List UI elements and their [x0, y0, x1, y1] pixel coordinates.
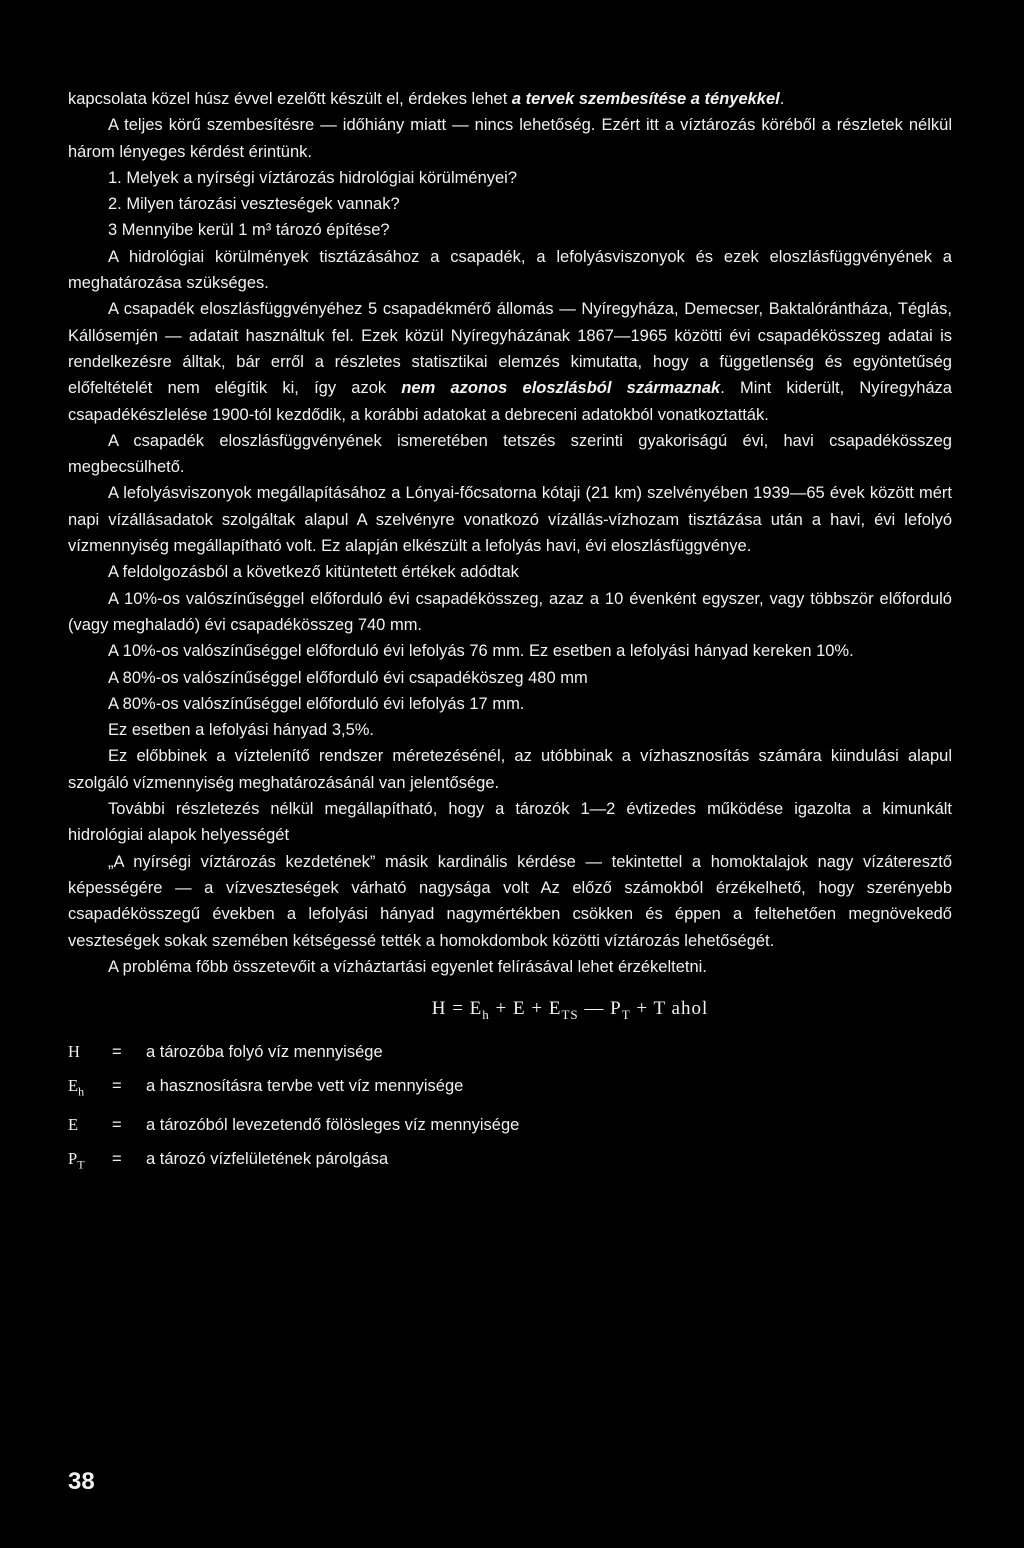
symbol-letter: E — [68, 1115, 79, 1135]
paragraph-text: „A nyírségi víztározás kezdetének” másik kardinális kérdése — tekintettel a homoktalajok nagy vízáteresztő képességére — a vízveszteségek várható nagysága volt Az előző számokból érzékelhető, hogy szerényebb csapadékösszegű években a lefolyási hányad nagymértékben csökken és éppen a feltehetően megnövekedő veszteségek sokak szemében kétségessé tették a homokdombok közötti víztározás lehetőségét. — [68, 852, 952, 950]
paragraph-text: A feldolgozásból a következő kitüntetett értékek adódtak — [108, 563, 519, 582]
formula-subscript: TS — [561, 1006, 579, 1022]
formula-symbol: E — [513, 998, 526, 1020]
paragraph-text: A 10%-os valószínűséggel előforduló évi lefolyás 76 mm. Ez esetben a lefolyási hányad kereken 10%. — [108, 642, 854, 661]
paragraph — [68, 191, 952, 217]
paragraph-text: További részletezés nélkül megállapítható, hogy a tározók 1—2 évtizedes működése igazolta a kimunkált hidrológiai alapok helyességét — [68, 800, 952, 845]
paragraph — [68, 796, 952, 849]
paragraph-text: A teljes körű szembesítésre — időhiány miatt — nincs lehetőség. Ezért itt a víztározás köréből a részletek nélkül három lényeges kérdést érintünk. — [68, 116, 952, 161]
paragraph-text: A csapadék eloszlásfüggvényéhez 5 csapadékmérő állomás — Nyíregyháza, Demecser, Baktalórántháza, Téglás, Kállósemjén — adatait használtuk fel. Ezek közül Nyíregyházának 1867—1965 közötti évi csapadékösszeg adatai is rendelkezésre álltak, bár erről a részletes statisztikai elemzés kimutatta, hogy a függetlenség és egyöntetűség előfeltételét nem elégítik ki, így azok — [68, 300, 952, 398]
paragraph-text: A 80%-os valószínűséggel előforduló évi csapadéköszeg 480 mm — [108, 668, 588, 687]
definition-row — [68, 1108, 519, 1142]
formula-subscript: T — [621, 1006, 631, 1022]
definition-equals: = — [112, 1150, 122, 1169]
symbol-subscript: T — [77, 1157, 85, 1172]
paragraph-text: . Mint kiderült, Nyíregyháza csapadékészlelése 1900-tól kezdődik, a korábbi adatokat a debreceni adatokból vonatkoztatták. — [68, 379, 952, 424]
paragraph-text: 2. Milyen tározási veszteségek vannak? — [108, 195, 400, 214]
paragraph — [68, 743, 952, 796]
paragraph-text: 1. Melyek a nyírségi víztározás hidrológiai körülményei? — [108, 168, 518, 187]
paragraph — [68, 480, 952, 559]
paragraph — [68, 244, 952, 297]
formula-tail: ahol — [671, 998, 709, 1020]
paragraph — [68, 112, 952, 165]
symbol-letter: H — [68, 1041, 80, 1061]
definition-text: a tározóba folyó víz mennyisége — [146, 1042, 383, 1061]
paragraph — [68, 954, 952, 980]
paragraph-text: Ez esetben a lefolyási hányad 3,5%. — [108, 721, 375, 740]
symbol-definitions — [68, 1035, 519, 1182]
paragraph — [68, 691, 952, 717]
formula-symbol: E — [548, 998, 562, 1020]
water-balance-equation — [68, 998, 952, 1023]
formula-terms — [469, 998, 672, 1022]
definition-symbol — [68, 1069, 112, 1108]
paragraph-text: A lefolyásviszonyok megállapításához a Lónyai-főcsatorna kótaji (21 km) szelvényében 1939—65 évek között mért napi vízállásadatok szolgáltak alapul A szelvényre vonatkozó vízállás-vízhozam tisztázása után a havi, évi lefolyó vízmennyiség megállapítható volt. Ez alapján elkészült a lefolyás havi, évi eloszlásfüggvénye. — [68, 484, 952, 556]
formula-symbol: P — [610, 998, 622, 1020]
paragraph-text: Ez előbbinek a víztelenítő rendszer méretezésénél, az utóbbinak a vízhasznosítás számára kiindulási alapul szolgáló vízmennyiség meghatározásánál van jelentősége. — [68, 747, 952, 792]
definition-row — [68, 1142, 519, 1181]
paragraph-text: kapcsolata közel húsz évvel ezelőtt készült el, érdekes lehet — [68, 90, 512, 108]
paragraph — [68, 296, 952, 427]
formula-operator: + — [636, 998, 649, 1020]
definition-equals: = — [112, 1042, 122, 1061]
symbol-letter: E — [68, 1075, 79, 1095]
definition-symbol — [68, 1108, 112, 1142]
definition-text: a tározó vízfelületének párolgása — [146, 1150, 389, 1169]
page-number: 38 — [68, 1468, 95, 1495]
paragraph — [68, 665, 952, 691]
definition-row — [68, 1035, 519, 1069]
paragraph-text: 3 Mennyibe kerül 1 m³ tározó építése? — [108, 221, 390, 240]
definition-text: a hasznosításra tervbe vett víz mennyisége — [146, 1076, 464, 1095]
formula-subscript: h — [482, 1006, 490, 1022]
definition-text: a tározóból levezetendő fölösleges víz mennyisége — [146, 1116, 520, 1135]
paragraph-text: A 10%-os valószínűséggel előforduló évi csapadékösszeg, azaz a 10 évenként egyszer, vagy többször előforduló (vagy meghaladó) évi csapadékösszeg 740 mm. — [68, 589, 952, 634]
paragraph — [68, 559, 952, 585]
formula-symbol: E — [469, 998, 483, 1020]
paragraph — [68, 717, 952, 743]
paragraph-text: A probléma főbb összetevőit a vízháztartási egyenlet felírásával lehet érzékeltetni. — [108, 957, 707, 976]
formula-operator: — — [584, 998, 605, 1020]
paragraphs — [68, 86, 952, 980]
document-body — [68, 86, 952, 1181]
definition-row — [68, 1069, 519, 1108]
paragraph — [68, 428, 952, 481]
formula-symbol: T — [653, 998, 666, 1020]
paragraph — [68, 217, 952, 243]
paragraph-text: A hidrológiai körülmények tisztázásához a csapadék, a lefolyásviszonyok és ezek eloszlásfüggvényének a meghatározása szükséges. — [68, 247, 952, 293]
paragraph-text: A csapadék eloszlásfüggvényének ismeretében tetszés szerinti gyakoriságú évi, havi csapadékösszeg megbecsülhető. — [68, 431, 952, 477]
symbol-letter: P — [68, 1149, 78, 1169]
paragraph — [68, 165, 952, 191]
paragraph — [68, 638, 952, 664]
paragraph — [68, 586, 952, 639]
formula-operator: + — [531, 998, 544, 1020]
definition-symbol — [68, 1142, 112, 1181]
definition-equals: = — [112, 1076, 122, 1095]
paragraph — [68, 86, 952, 112]
formula-equals: = — [452, 998, 464, 1020]
formula-operator: + — [495, 998, 508, 1020]
symbol-subscript: h — [78, 1084, 85, 1099]
definition-equals: = — [112, 1116, 122, 1135]
paragraph-text: A 80%-os valószínűséggel előforduló évi lefolyás 17 mm. — [108, 694, 525, 713]
formula-lhs: H — [431, 998, 447, 1020]
emphasis-text: nem azonos eloszlásból származnak — [401, 379, 721, 398]
definition-symbol — [68, 1035, 112, 1069]
paragraph — [68, 849, 952, 954]
emphasis-text: a tervek szembesítése a tényekkel — [511, 90, 780, 108]
paragraph-text: . — [779, 90, 785, 108]
